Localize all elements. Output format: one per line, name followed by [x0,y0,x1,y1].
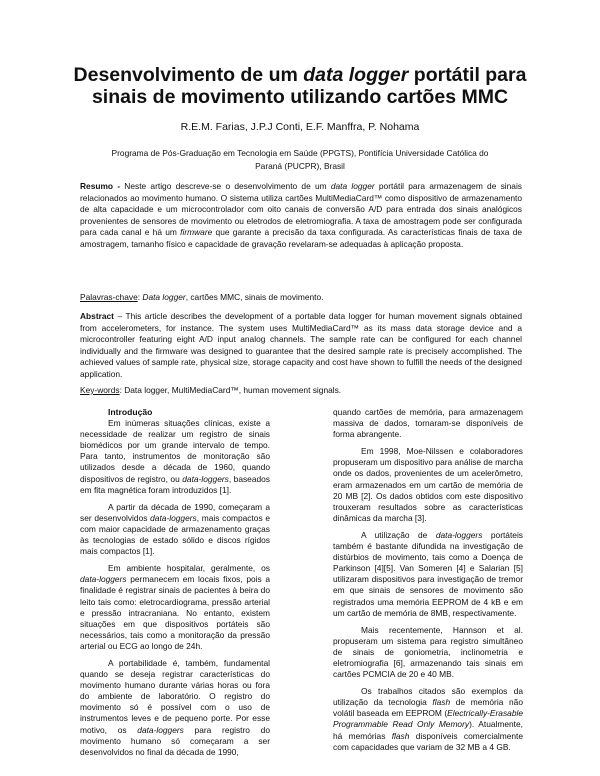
abstract-label: Abstract [80,311,114,321]
paragraph-flash [333,686,523,753]
title-text: Desenvolvimento de um [73,64,304,86]
palavras-chave-emphasis: Data logger [142,292,186,302]
body-emphasis: data-loggers [150,512,197,523]
key-words [80,385,522,397]
body-emphasis: data-loggers [182,473,229,484]
key-words-text: : Data logger, MultiMediaCard™, human movement signals. [119,385,342,395]
intro-paragraph-1 [80,418,270,496]
resumo-emphasis: firmware [180,227,213,238]
palavras-chave-text: , cartões MMC, sinais de movimento. [185,292,324,302]
intro-paragraph-3 [80,563,270,652]
palavras-chave-label: Palavras-chave [80,292,138,302]
body-text: para registro do movimento humano só começaram a ser desenvolvidos no final da década de 1990, [80,724,270,757]
key-words-label: Key-words [80,385,120,395]
body-text: permanecem em locais fixos, pois a finalidade é registrar sinais de pacientes à beira do leito tais como: eletrocardiograma, pressão arterial e pressão intracraniana. No entanto, existem situações em que dispositivos portáteis são necessários, tais como a monitoração da pressão arterial ou ECG ao longo de 24h. [80,574,270,651]
body-emphasis: flash [432,697,451,708]
resumo-text: que garante a precisão da taxa configurada. As características finais de taxa de amostragem, tamanho físico e capacidade de gravação revelaram-se adequadas à aplicação proposta. [80,227,523,249]
resumo-paragraph [80,181,522,251]
body-emphasis: data-loggers [435,529,483,540]
authors: R.E.M. Farias, J.P.J Conti, E.F. Manffra, P. Nohama [180,121,420,133]
resumo-text: portátil para armazenagem de sinais relacionados ao movimento humano. O sistema utiliza cartões MultiMediaCard™ como dispositivo de armazenamento de alta capacidade e um microcontrolador com oito canais de conversão A/D para entrada dos sinais analógicos provenientes de sensores de movimento ou eletrodos de eletromiografia. A taxa de amostragem pode ser configurada para cada canal e há um [80,181,522,238]
body-emphasis: data-loggers [137,724,184,735]
right-column [333,407,523,753]
paragraph-moe-nilssen: Em 1998, Moe-Nilssen e colaboradores propuseram um dispositivo para análise de marcha onde os dados, provenientes de um acelerômetro, eram armazenados em um cartão de memória de 20 MB [2]. Os dados obtidos com este dispositivo trouxeram resultados sobre as características dinâmicas da marcha [3]. [333,446,523,523]
body-text: A utilização de [361,529,436,540]
palavras-chave-colon: : [137,292,143,302]
section-heading-introducao: Introdução [108,407,153,417]
body-text: Em ambiente hospitalar, geralmente, os [108,563,270,574]
resumo-label: Resumo - [80,181,121,191]
palavras-chave [80,292,522,304]
abstract-text: – This article describes the development of a portable data logger for human movement signals obtained from accelerometers, for instance. The system uses MultiMediaCard™ as its mass data storage device and a microcontroller featuring eight A/D input analog channels. The sample rate can be configured for each channel individually and the firmware was designed to guarantee that the desired sample rate is precisely accomplished. The achieved values of sample rate, physical size, storage capacity and cost have shown to fulfill the needs of the designed application. [80,311,522,379]
body-text: portáteis também é bastante difundida na investigação de distúrbios de movimento, tais como a Doença de Parkinson [4][5]. Van Someren [4] e Salarian [5] utilizaram dispositivos para investigação de tremor em que sinais de sensores de movimento são registrados uma memória EEPROM de 4 kB e em um cartão de memória de 8MB, respectivamente. [333,529,523,618]
left-column [80,407,270,758]
affiliation-line-2: Paraná (PUCPR), Brasil [255,160,345,171]
body-emphasis: flash [391,730,410,741]
body-text: A portabilidade é, também, fundamental quando se deseja registrar características do movimento humano durante várias horas ou fora do ambiente de laboratório. O registro do movimento só é possível com o uso de instrumentos leves e de pequeno porte. Por esse motivo, os [80,657,270,735]
body-text: ). Atualmente, há memórias [333,719,523,741]
continued-paragraph: quando cartões de memória, para armazenagem massiva de dados, tornaram-se disponíveis de forma abrangente. [333,407,523,440]
title-line-2: sinais de movimento utilizando cartões MMC [91,86,509,108]
body-text: disponíveis comercialmente com capacidades que variam de 32 MB a 4 GB. [333,730,524,752]
intro-paragraph-2 [80,502,270,557]
resumo-emphasis: data logger [330,181,375,191]
resumo-text: Neste artigo descreve-se o desenvolvimento de um [120,181,331,191]
title-text: portátil para [408,64,527,86]
paper-title [40,64,560,108]
paragraph-hannson: Mais recentemente, Hannson et al. propuseram um sistema para registro simultâneo de sinais de goniometria, inclinometria e eletromiografia [6], armazenando tais sinais em cartões PCMCIA de 20 e 40 MB. [333,624,523,680]
body-text: Em inúmeras situações clínicas, existe a necessidade de realizar um registro de sinais biomédicos por um grande intervalo de tempo. Para tanto, instrumentos de monitoração são utilizados desde a década de 1960, quando dispositivos de registro, ou [80,418,270,484]
body-text: , baseados em fita magnética foram introduzidos [1]. [80,473,270,495]
affiliation [80,147,520,172]
abstract-paragraph [80,311,522,381]
body-emphasis: Electrically-Erasable Programmable Read Only Memory [333,708,523,730]
title-emphasis: data logger [303,64,409,86]
body-text: A partir da década de 1990, começaram a ser desenvolvidos [80,501,270,523]
body-text: Os trabalhos citados são exemplos da utilização da tecnologia [333,686,523,708]
affiliation-line-1: Programa de Pós-Graduação em Tecnologia em Saúde (PPGTS), Pontifícia Universidade Católica do [111,148,489,158]
intro-paragraph-4 [80,658,270,758]
body-text: , mais compactos e com maior capacidade de armazenamento graças às tecnologias de estado sólido e discos rígidos mais compactos [1]. [80,512,270,557]
body-emphasis: data-loggers [80,574,127,585]
body-text: de memória não volátil baseada em EEPROM ( [333,697,523,719]
paragraph-data-loggers [333,530,523,619]
